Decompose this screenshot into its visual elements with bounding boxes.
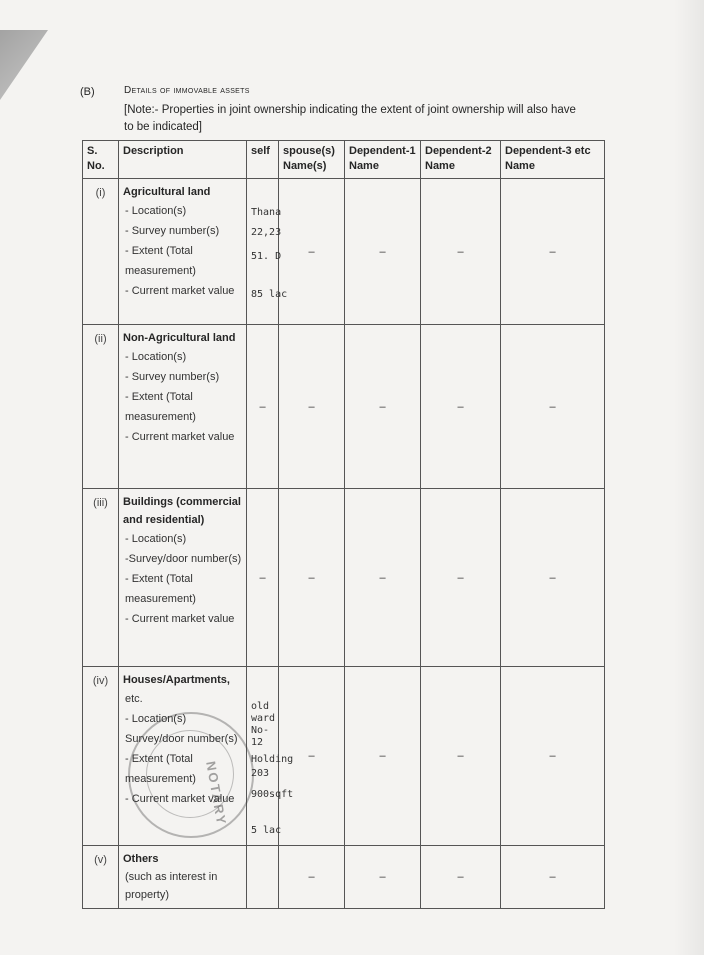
row-item: - Extent (Total measurement) xyxy=(125,391,196,423)
notary-stamp-text: NOTARY xyxy=(203,760,230,828)
spouse-cell: – xyxy=(279,489,345,667)
scan-edge-shadow xyxy=(674,0,704,955)
dependent-2-cell: – xyxy=(421,179,501,325)
row-title: Others xyxy=(123,853,159,865)
table-row xyxy=(83,179,605,325)
row-title: Buildings (commercial and residential) xyxy=(123,496,241,526)
handwritten-entry: 5 lac xyxy=(251,825,282,836)
header-sno: S. No. xyxy=(83,141,119,179)
row-item: - Location(s) xyxy=(125,351,187,363)
row-description xyxy=(119,489,247,667)
row-item: (such as interest in property) xyxy=(125,871,218,901)
row-item: - Location(s) xyxy=(125,533,187,545)
row-description xyxy=(119,846,247,909)
handwritten-entry: Holding 203 xyxy=(251,754,294,779)
row-title: Non-Agricultural land xyxy=(123,332,236,344)
self-cell: – xyxy=(247,489,279,667)
row-item: - Survey number(s) xyxy=(125,225,220,237)
dependent-2-cell: – xyxy=(421,846,501,909)
table-row xyxy=(83,846,605,909)
dependent-1-cell: – xyxy=(345,667,421,846)
row-item: - Current market value xyxy=(125,431,235,443)
row-item: - Extent (Total measurement) xyxy=(125,245,196,277)
spouse-cell: – xyxy=(279,667,345,846)
row-item: - Current market value xyxy=(125,613,235,625)
dependent-2-cell: – xyxy=(421,667,501,846)
handwritten-entry: old ward No-12 xyxy=(251,701,276,748)
row-item: - Current market value xyxy=(125,285,235,297)
row-item: - Location(s) xyxy=(125,205,187,217)
self-cell xyxy=(247,846,279,909)
row-sno: (v) xyxy=(83,846,119,909)
row-sno: (ii) xyxy=(83,325,119,489)
row-title: Agricultural land xyxy=(123,186,211,198)
row-title-suffix: etc. xyxy=(125,693,143,705)
header-dependent-1: Dependent-1 Name xyxy=(345,141,421,179)
dependent-3-cell: – xyxy=(501,325,605,489)
dependent-1-cell: – xyxy=(345,325,421,489)
header-dependent-2: Dependent-2 Name xyxy=(421,141,501,179)
dependent-2-cell: – xyxy=(421,489,501,667)
self-cell xyxy=(247,179,288,325)
row-item: - Extent (Total measurement) xyxy=(125,573,196,605)
row-sno: (iii) xyxy=(83,489,119,667)
row-title: Houses/Apartments, xyxy=(123,674,230,686)
handwritten-entry: 85 lac xyxy=(251,289,288,300)
dependent-1-cell: – xyxy=(345,846,421,909)
row-description xyxy=(119,325,247,489)
table-row xyxy=(83,489,605,667)
dependent-3-cell: – xyxy=(501,179,605,325)
handwritten-entry: Thana xyxy=(251,207,282,218)
row-description xyxy=(119,179,247,325)
row-item: Survey/door number(s) xyxy=(125,733,238,745)
spouse-cell: – xyxy=(279,846,345,909)
dependent-2-cell: – xyxy=(421,325,501,489)
row-item: - Extent (Total measurement) xyxy=(125,753,196,785)
section-label: (B) xyxy=(80,86,95,98)
self-cell: – xyxy=(247,325,279,489)
spouse-cell: – xyxy=(279,325,345,489)
header-dependent-3: Dependent-3 etc Name xyxy=(501,141,605,179)
dependent-1-cell: – xyxy=(345,489,421,667)
header-spouse: spouse(s) Name(s) xyxy=(279,141,345,179)
header-self: self xyxy=(247,141,279,179)
row-item: -Survey/door number(s) xyxy=(125,553,242,565)
row-item: - Current market value xyxy=(125,793,235,805)
notary-stamp xyxy=(128,712,254,838)
header-description: Description xyxy=(119,141,247,179)
spouse-cell: – xyxy=(279,179,345,325)
dependent-1-cell: – xyxy=(345,179,421,325)
table-header-row xyxy=(83,141,605,179)
dependent-3-cell: – xyxy=(501,846,605,909)
scan-corner-shadow xyxy=(0,30,48,100)
handwritten-entry: 900sqft xyxy=(251,789,294,800)
handwritten-entry: 22,23 xyxy=(251,227,282,238)
dependent-3-cell: – xyxy=(501,667,605,846)
section-title: Details of immovable assets xyxy=(124,85,250,96)
row-sno: (iv) xyxy=(83,667,119,846)
row-item: - Survey number(s) xyxy=(125,371,220,383)
row-item: - Location(s) xyxy=(125,713,187,725)
dependent-3-cell: – xyxy=(501,489,605,667)
section-note: [Note:- Properties in joint ownership indicating the extent of joint ownership will also have to be indicated] xyxy=(124,104,576,133)
handwritten-entry: 51. D xyxy=(251,251,282,262)
table-row xyxy=(83,325,605,489)
row-sno: (i) xyxy=(83,179,119,325)
